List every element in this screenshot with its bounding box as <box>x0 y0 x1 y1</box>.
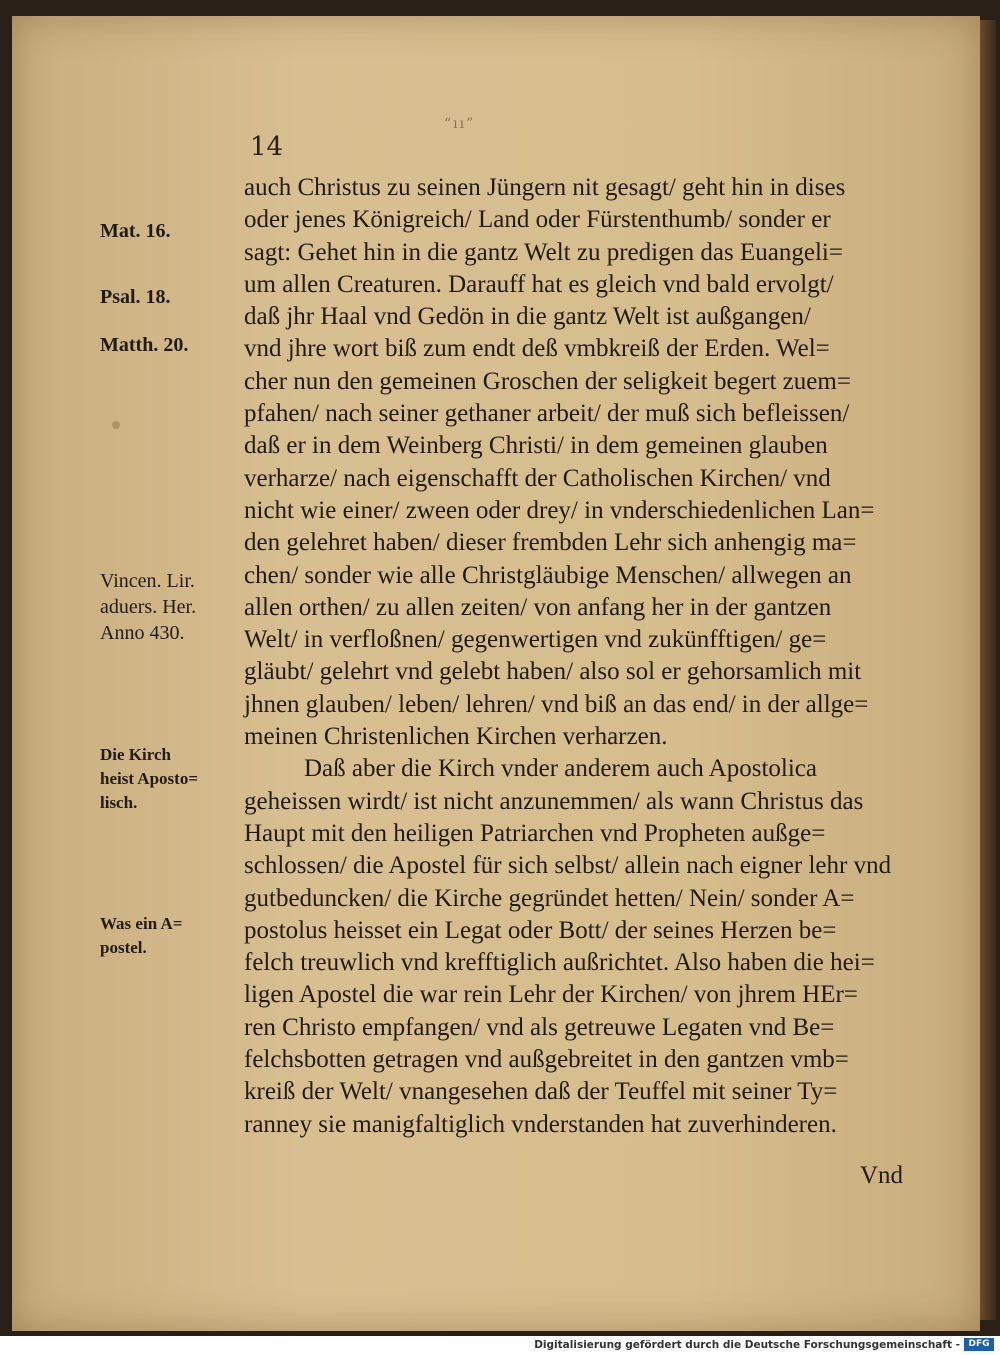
text-line: felch treuwlich vnd krefftiglich außrichtet. Also haben die hei= <box>244 949 875 977</box>
margin-note-mat: Mat. 16. <box>100 220 171 242</box>
text-line: chen/ sonder wie alle Christgläubige Menschen/ allwegen an <box>244 561 852 589</box>
text-line: daß er in dem Weinberg Christi/ in dem gemeinen glauben <box>244 432 828 460</box>
text-line: nicht wie einer/ zween oder drey/ in vnderschiedenlichen Lan= <box>244 496 875 524</box>
page-number: 14 <box>250 132 284 162</box>
dfg-logo: DFG <box>964 1338 994 1351</box>
text-line: daß jhr Haal vnd Gedön in die gantz Welt ist außgangen/ <box>244 303 811 331</box>
margin-note-psal: Psal. 18. <box>100 286 171 308</box>
text-line: geheissen wirdt/ ist nicht anzunemmen/ als wann Christus das <box>244 787 864 815</box>
book-edge <box>980 20 996 1320</box>
text-line: gutbeduncken/ die Kirche gegründet hetten/ Nein/ sonder A= <box>244 884 855 912</box>
text-line: auch Christus zu seinen Jüngern nit gesagt/ geht hin in dises <box>244 174 846 201</box>
margin-note-kirch: Die Kirch heist Aposto= lisch. <box>100 745 199 812</box>
text-line: jhnen glauben/ leben/ lehren/ vnd biß an das end/ in der allge= <box>244 690 869 718</box>
text-line: allen orthen/ zu allen zeiten/ von anfang her in der gantzen <box>244 593 832 621</box>
text-line: schlossen/ die Apostel für sich selbst/ allein nach eigner lehr vnd <box>244 852 892 880</box>
header-mark: “ıı” <box>444 116 476 132</box>
text-line: oder jenes Königreich/ Land oder Fürstenthumb/ sonder er <box>244 206 831 234</box>
margin-note-vincen: Vincen. Lir. aduers. Her. Anno 430. <box>100 570 197 644</box>
text-line: Haupt mit den heiligen Patriarchen vnd Propheten außge= <box>244 819 826 847</box>
text-line: ranney sie manigfaltiglich vnderstanden hat zuverhinderen. <box>244 1110 837 1138</box>
footer-bar <box>0 1336 1000 1355</box>
text-line: gläubt/ gelehrt vnd gelebt haben/ also sol er gehorsamlich mit <box>244 658 862 686</box>
text-line: Daß aber die Kirch vnder anderem auch Apostolica <box>304 755 817 783</box>
text-line: verharze/ nach eigenschafft der Catholischen Kirchen/ vnd <box>244 464 831 492</box>
catchword: Vnd <box>860 1162 904 1189</box>
text-line: cher nun den gemeinen Groschen der seligkeit begert zuem= <box>244 367 851 395</box>
text-line: ren Christo empfangen/ vnd als getreuwe Legaten vnd Be= <box>244 1013 835 1041</box>
text-line: den gelehret haben/ dieser frembden Lehr sich anhengig ma= <box>244 529 857 557</box>
text-line: meinen Christenlichen Kirchen verharzen. <box>244 723 668 751</box>
margin-note-apostel: Was ein A= postel. <box>100 914 183 957</box>
text-line: vnd jhre wort biß zum endt deß vmbkreiß der Erden. Wel= <box>244 335 830 363</box>
text-line: ligen Apostel die war rein Lehr der Kirchen/ von jhrem HEr= <box>244 981 858 1009</box>
text-line: Welt/ in verfloßnen/ gegenwertigen vnd zukünfftigen/ ge= <box>244 626 827 654</box>
text-line: felchsbotten getragen vnd außgebreitet in den gantzen vmb= <box>244 1046 849 1074</box>
text-line: um allen Creaturen. Darauff hat es gleich vnd bald ervolgt/ <box>244 270 834 298</box>
text-line: pfahen/ nach seiner gethaner arbeit/ der muß sich befleissen/ <box>244 400 850 428</box>
body-text <box>244 172 934 1141</box>
margin-note-matth: Matth. 20. <box>100 334 189 356</box>
book-page <box>12 16 980 1331</box>
footer-credit: Digitalisierung gefördert durch die Deutsche Forschungsgemeinschaft - <box>534 1339 960 1351</box>
text-line: sagt: Gehet hin in die gantz Welt zu predigen das Euangeli= <box>244 238 843 266</box>
paper-stain <box>112 421 120 429</box>
text-line: postolus heisset ein Legat oder Bott/ der seines Herzen be= <box>244 916 837 944</box>
text-line: kreiß der Welt/ vnangesehen daß der Teuffel mit seiner Ty= <box>244 1078 838 1106</box>
